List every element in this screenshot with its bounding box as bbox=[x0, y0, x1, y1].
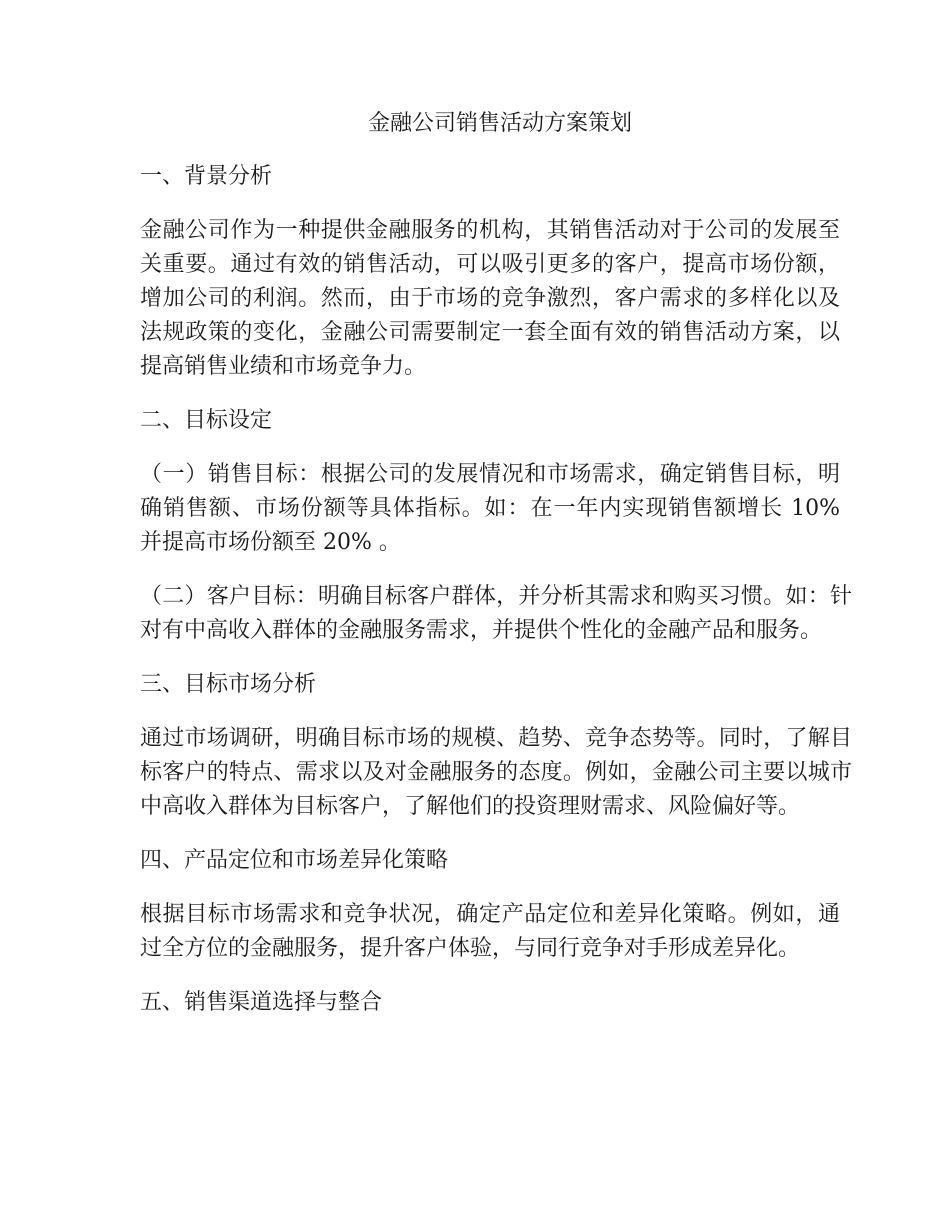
section-heading-positioning: 四、产品定位和市场差异化策略 bbox=[140, 848, 449, 873]
paragraph-positioning: 根据目标市场需求和竞争状况，确定产品定位和差异化策略。例如，通过全方位的金融服务，提升客户体验，与同行竞争对手形成差异化。 bbox=[140, 902, 840, 961]
section-heading-goals: 二、目标设定 bbox=[140, 408, 273, 433]
section-heading-background: 一、背景分析 bbox=[140, 164, 273, 189]
paragraph-background: 金融公司作为一种提供金融服务的机构，其销售活动对于公司的发展至关重要。通过有效的销售活动，可以吸引更多的客户，提高市场份额，增加公司的利润。然而，由于市场的竞争激烈，客户需求的多样化以及法规政策的变化，金融公司需要制定一套全面有效的销售活动方案，以提高销售业绩和市场竞争力。 bbox=[140, 218, 840, 379]
paragraph-customer-goal: （二）客户目标：明确目标客户群体，并分析其需求和购买习惯。如：针对有中高收入群体的金融服务需求，并提供个性化的金融产品和服务。 bbox=[140, 584, 852, 643]
document-title: 金融公司销售活动方案策划 bbox=[367, 111, 632, 136]
paragraph-sales-goal: （一）销售目标：根据公司的发展情况和市场需求，确定销售目标，明确销售额、市场份额等具体指标。如：在一年内实现销售额增长 10% 并提高市场份额至 20% 。 bbox=[140, 462, 840, 555]
paragraph-market-analysis: 通过市场调研，明确目标市场的规模、趋势、竞争态势等。同时，了解目标客户的特点、需求以及对金融服务的态度。例如，金融公司主要以城市中高收入群体为目标客户，了解他们的投资理财需求、风险偏好等。 bbox=[140, 726, 852, 819]
section-heading-sales-channels: 五、销售渠道选择与整合 bbox=[140, 990, 383, 1015]
section-heading-market-analysis: 三、目标市场分析 bbox=[140, 672, 317, 697]
